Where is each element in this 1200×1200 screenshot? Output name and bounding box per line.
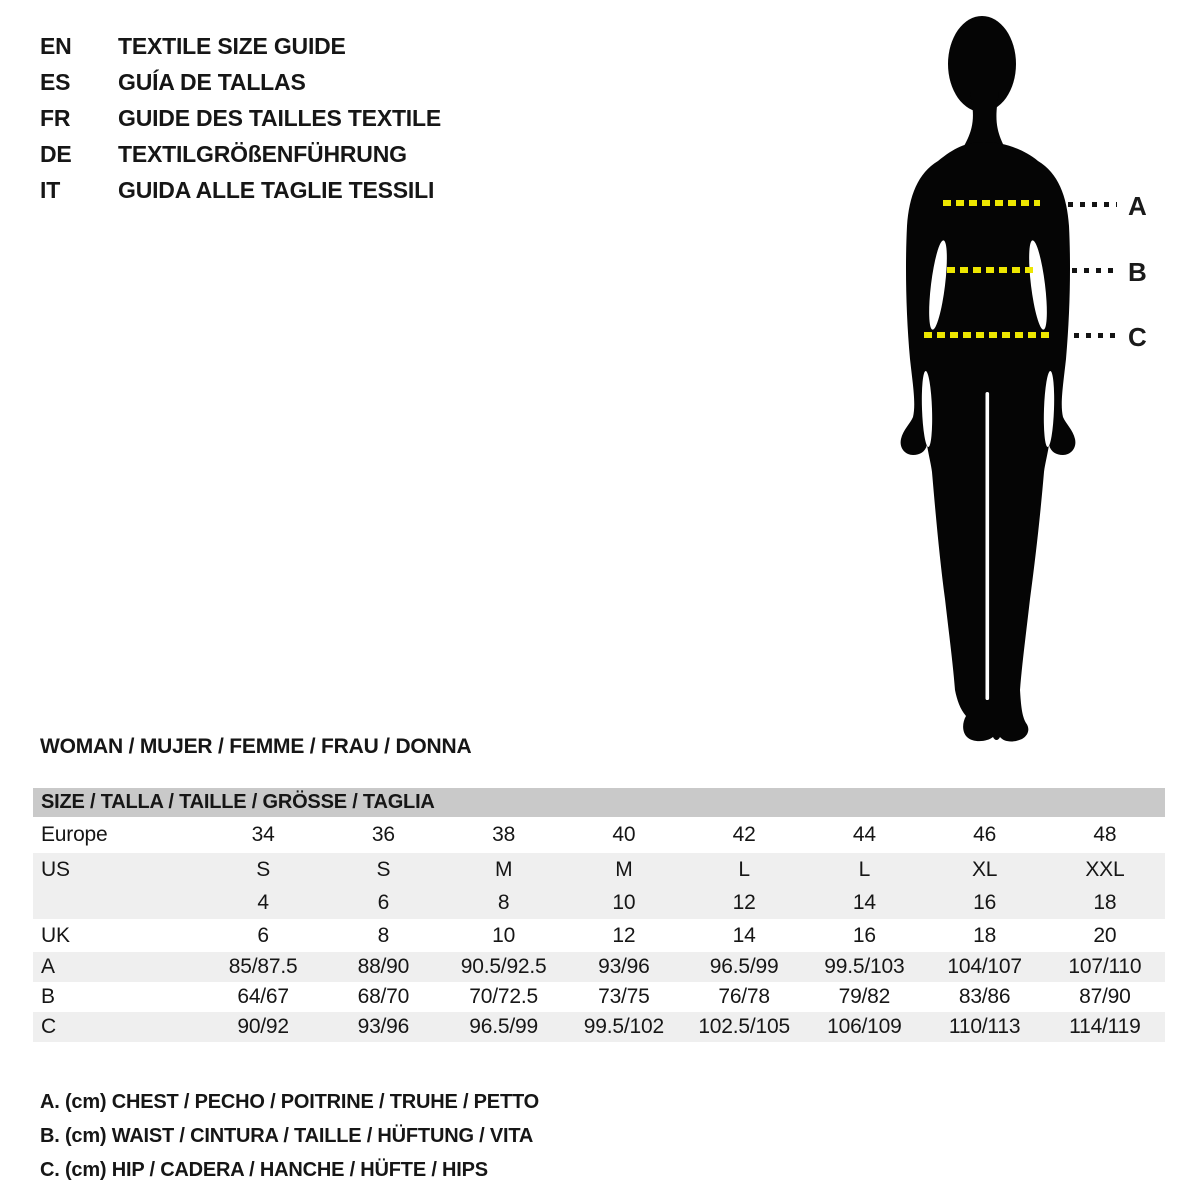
- size-cell: 36: [371, 823, 395, 846]
- table-row-us-letters: [33, 853, 1165, 886]
- size-cell: 83/86: [958, 985, 1011, 1008]
- language-code: ES: [40, 68, 71, 95]
- size-cell: 6: [377, 890, 390, 914]
- size-cell: 68/70: [357, 985, 410, 1008]
- row-label: UK: [41, 923, 70, 947]
- size-cell: 99.5/102: [583, 1015, 664, 1038]
- table-row-chest-a: [33, 952, 1165, 982]
- size-cell: 14: [732, 923, 756, 947]
- chest-measure-line: [943, 200, 1040, 206]
- table-row-us-numbers: [33, 886, 1165, 919]
- hip-leader-dots: [1074, 333, 1116, 338]
- language-title: GUIDA ALLE TAGLIE TESSILI: [118, 176, 435, 203]
- size-cell: 8: [377, 923, 390, 947]
- size-cell: 44: [852, 823, 876, 846]
- size-table-header: SIZE / TALLA / TAILLE / GRÖSSE / TAGLIA: [33, 788, 1165, 817]
- size-cell: 102.5/105: [698, 1015, 790, 1038]
- marker-label-b: B: [1128, 257, 1147, 287]
- size-cell: 42: [732, 823, 756, 846]
- size-cell: 76/78: [718, 985, 770, 1008]
- table-row-uk: [33, 919, 1165, 952]
- size-cell: 40: [612, 823, 636, 846]
- language-code: FR: [40, 104, 71, 131]
- hip-measure-line: [924, 332, 1049, 338]
- size-cell: 10: [612, 890, 636, 914]
- size-cell: M: [494, 857, 513, 881]
- size-cell: 96.5/99: [469, 1015, 538, 1038]
- chest-leader-dots: [1068, 202, 1117, 207]
- size-cell: XXL: [1085, 857, 1125, 881]
- size-cell: 99.5/103: [824, 955, 905, 978]
- language-code: DE: [40, 140, 72, 167]
- size-cell: 12: [732, 890, 756, 914]
- language-row-de: [40, 136, 441, 172]
- table-band-us: [33, 853, 1165, 919]
- size-cell: 104/107: [947, 955, 1022, 978]
- language-title: TEXTILE SIZE GUIDE: [118, 32, 346, 59]
- size-cell: 110/113: [948, 1015, 1021, 1038]
- size-cell: M: [615, 857, 633, 881]
- size-cell: 64/67: [237, 985, 289, 1008]
- size-cell: S: [376, 857, 391, 881]
- size-cell: 18: [973, 923, 997, 947]
- legend-hip: C. (cm) HIP / CADERA / HANCHE / HÜFTE / HIPS: [40, 1159, 488, 1181]
- size-cell: L: [858, 857, 871, 881]
- section-title-woman: WOMAN / MUJER / FEMME / FRAU / DONNA: [40, 735, 472, 758]
- size-cell: 10: [492, 923, 516, 947]
- size-cell: 79/82: [838, 985, 891, 1008]
- row-label: Europe: [41, 823, 108, 846]
- size-cell: 6: [257, 923, 269, 947]
- size-cell: 18: [1093, 890, 1117, 914]
- language-row-es: [40, 64, 441, 100]
- language-list: [40, 28, 441, 208]
- language-code: EN: [40, 32, 72, 59]
- size-cell: 38: [492, 823, 516, 846]
- size-table: [33, 788, 1165, 1042]
- size-cell: 96.5/99: [709, 955, 779, 978]
- table-row-europe: [33, 817, 1165, 853]
- marker-label-a: A: [1128, 191, 1147, 221]
- size-cell: 85/87.5: [228, 955, 298, 978]
- leg-gap: [986, 392, 990, 700]
- size-cell: 93/96: [357, 1015, 410, 1038]
- size-cell: 16: [973, 890, 997, 914]
- size-cell: XL: [971, 857, 998, 881]
- size-cell: 70/72.5: [469, 985, 538, 1008]
- size-cell: 107/110: [1068, 955, 1142, 978]
- size-cell: L: [738, 857, 750, 881]
- measurement-legend: [40, 1085, 539, 1187]
- size-cell: 20: [1093, 923, 1117, 947]
- waist-leader-dots: [1072, 268, 1116, 273]
- table-row-hip-c: [33, 1012, 1165, 1042]
- language-code: IT: [40, 176, 61, 203]
- row-label: US: [41, 857, 70, 881]
- language-title: GUIDE DES TAILLES TEXTILE: [118, 104, 441, 131]
- waist-measure-line: [947, 267, 1036, 273]
- size-cell: 93/96: [598, 955, 650, 978]
- row-label: A: [41, 955, 55, 978]
- size-cell: 87/90: [1079, 985, 1131, 1008]
- language-title: GUÍA DE TALLAS: [118, 68, 306, 95]
- size-cell: 90/92: [237, 1015, 289, 1038]
- language-row-fr: [40, 100, 441, 136]
- language-title: TEXTILGRÖßENFÜHRUNG: [118, 140, 407, 167]
- size-cell: 34: [251, 823, 275, 846]
- row-label: B: [41, 985, 55, 1008]
- size-cell: 4: [257, 890, 269, 914]
- legend-waist: B. (cm) WAIST / CINTURA / TAILLE / HÜFTUNG / VITA: [40, 1125, 534, 1147]
- table-row-waist-b: [33, 982, 1165, 1012]
- language-row-en: [40, 28, 441, 64]
- size-cell: 114/119: [1069, 1015, 1141, 1038]
- size-cell: 73/75: [598, 985, 650, 1008]
- size-cell: 8: [497, 890, 510, 914]
- size-cell: 48: [1093, 823, 1117, 846]
- row-label: C: [41, 1015, 56, 1038]
- size-cell: 106/109: [827, 1015, 902, 1038]
- size-cell: 88/90: [357, 955, 410, 978]
- size-cell: 46: [973, 823, 997, 846]
- woman-silhouette-figure: [900, 14, 1090, 744]
- legend-chest: A. (cm) CHEST / PECHO / POITRINE / TRUHE / PETTO: [40, 1091, 539, 1113]
- size-cell: 16: [852, 923, 876, 947]
- size-cell: 14: [852, 890, 876, 914]
- size-cell: S: [256, 857, 271, 881]
- marker-label-c: C: [1128, 322, 1147, 352]
- language-row-it: [40, 172, 441, 208]
- size-cell: 12: [612, 923, 636, 947]
- size-cell: 90.5/92.5: [460, 955, 547, 978]
